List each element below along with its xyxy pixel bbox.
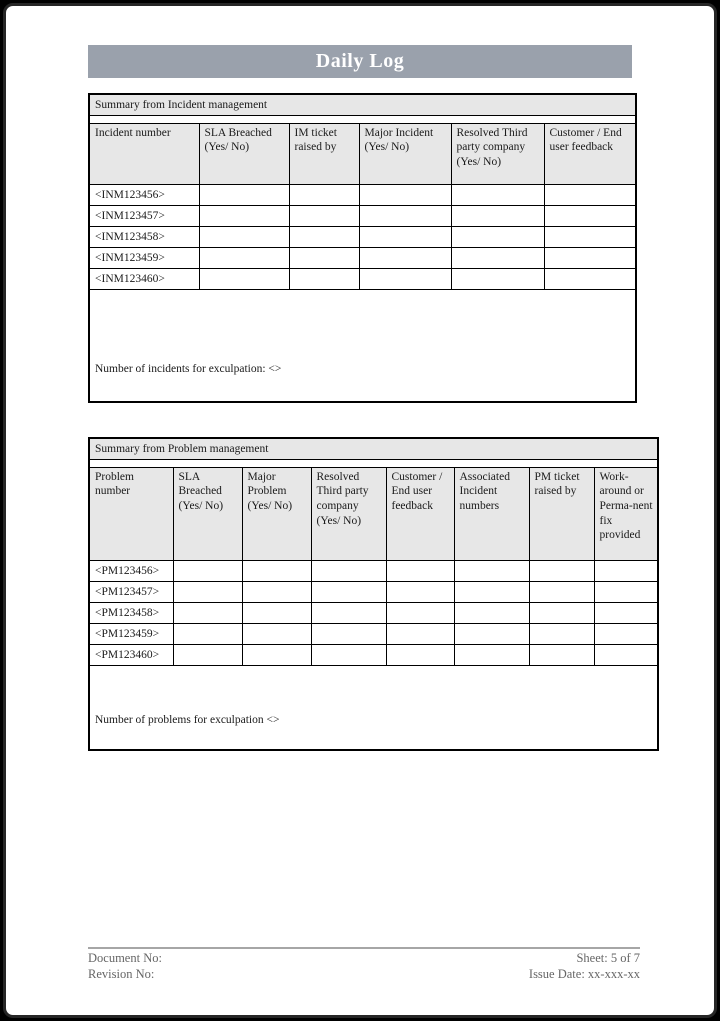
empty-cell <box>594 644 658 665</box>
empty-cell <box>311 602 386 623</box>
empty-cell <box>454 602 529 623</box>
problem-id-cell: <PM123458> <box>89 602 173 623</box>
issue-date-label: Issue Date: xx-xxx-xx <box>528 966 640 981</box>
empty-cell <box>454 560 529 581</box>
incident-id-cell: <INM123457> <box>89 205 199 226</box>
document-title-bar <box>88 45 632 78</box>
empty-cell <box>199 226 289 247</box>
document-no-label: Document No: <box>88 951 162 965</box>
empty-cell <box>544 205 636 226</box>
empty-cell <box>311 581 386 602</box>
empty-cell <box>386 581 454 602</box>
empty-cell <box>359 247 451 268</box>
empty-cell <box>289 205 359 226</box>
column-header-customer-feedback: Customer / End user feedback <box>544 123 636 184</box>
incident-exculpation-note: Number of incidents for exculpation: <> <box>89 289 636 402</box>
table-row <box>89 268 636 289</box>
empty-cell <box>242 602 311 623</box>
empty-cell <box>242 560 311 581</box>
empty-cell <box>529 560 594 581</box>
empty-cell <box>199 247 289 268</box>
empty-cell <box>311 644 386 665</box>
problem-table <box>88 437 659 751</box>
empty-cell <box>386 560 454 581</box>
revision-no-label: Revision No: <box>88 966 155 981</box>
empty-cell <box>451 247 544 268</box>
column-header-customer-feedback: Customer / End user feedback <box>386 467 454 560</box>
column-header-associated-incidents: Associated Incident numbers <box>454 467 529 560</box>
empty-cell <box>173 560 242 581</box>
footer-divider <box>88 947 640 949</box>
empty-cell <box>199 184 289 205</box>
empty-cell <box>594 623 658 644</box>
incident-section-title: Summary from Incident management <box>89 94 636 115</box>
empty-cell <box>311 623 386 644</box>
problem-id-cell: <PM123460> <box>89 644 173 665</box>
empty-cell <box>289 247 359 268</box>
column-header-resolved-third-party: Resolved Third party company (Yes/ No) <box>311 467 386 560</box>
empty-cell <box>529 602 594 623</box>
problem-id-cell: <PM123459> <box>89 623 173 644</box>
empty-cell <box>289 268 359 289</box>
table-row <box>89 644 658 665</box>
table-row <box>89 560 658 581</box>
document-page <box>3 3 717 1018</box>
incident-id-cell: <INM123456> <box>89 184 199 205</box>
table-row <box>89 623 658 644</box>
incident-id-cell: <INM123458> <box>89 226 199 247</box>
empty-cell <box>451 184 544 205</box>
empty-cell <box>544 226 636 247</box>
empty-cell <box>544 268 636 289</box>
empty-cell <box>386 602 454 623</box>
column-header-im-ticket: IM ticket raised by <box>289 123 359 184</box>
column-header-major-problem: Major Problem (Yes/ No) <box>242 467 311 560</box>
column-header-sla-breached: SLA Breached (Yes/ No) <box>199 123 289 184</box>
empty-cell <box>544 247 636 268</box>
column-header-major-incident: Major Incident (Yes/ No) <box>359 123 451 184</box>
table-row <box>89 184 636 205</box>
empty-cell <box>544 184 636 205</box>
table-row <box>89 247 636 268</box>
problem-id-cell: <PM123456> <box>89 560 173 581</box>
empty-cell <box>529 623 594 644</box>
empty-cell <box>594 560 658 581</box>
table-row <box>89 205 636 226</box>
empty-cell <box>454 623 529 644</box>
table-row <box>89 602 658 623</box>
incident-id-cell: <INM123459> <box>89 247 199 268</box>
empty-cell <box>173 602 242 623</box>
empty-cell <box>451 226 544 247</box>
empty-cell <box>454 581 529 602</box>
problem-id-cell: <PM123457> <box>89 581 173 602</box>
empty-cell <box>454 644 529 665</box>
spacer-cell <box>89 459 658 467</box>
page-footer <box>88 951 640 982</box>
column-header-workaround: Work-around or Perma-nent fix provided <box>594 467 658 560</box>
column-header-incident-number: Incident number <box>89 123 199 184</box>
empty-cell <box>199 268 289 289</box>
column-header-sla-breached: SLA Breached (Yes/ No) <box>173 467 242 560</box>
empty-cell <box>359 184 451 205</box>
empty-cell <box>594 602 658 623</box>
empty-cell <box>386 644 454 665</box>
column-header-pm-ticket: PM ticket raised by <box>529 467 594 560</box>
empty-cell <box>242 581 311 602</box>
problem-section-title: Summary from Problem management <box>89 438 658 459</box>
column-header-resolved-third-party: Resolved Third party company (Yes/ No) <box>451 123 544 184</box>
empty-cell <box>359 268 451 289</box>
empty-cell <box>173 623 242 644</box>
problem-exculpation-note: Number of problems for exculpation <> <box>89 665 658 750</box>
sheet-label: Sheet: 5 of 7 <box>576 951 640 965</box>
incident-id-cell: <INM123460> <box>89 268 199 289</box>
empty-cell <box>289 184 359 205</box>
empty-cell <box>311 560 386 581</box>
empty-cell <box>242 644 311 665</box>
table-row <box>89 226 636 247</box>
empty-cell <box>451 268 544 289</box>
spacer-cell <box>89 115 636 123</box>
table-row <box>89 581 658 602</box>
page-title: Daily Log <box>315 50 405 72</box>
empty-cell <box>359 226 451 247</box>
incident-table <box>88 93 637 403</box>
empty-cell <box>242 623 311 644</box>
empty-cell <box>173 581 242 602</box>
empty-cell <box>289 226 359 247</box>
empty-cell <box>173 644 242 665</box>
empty-cell <box>451 205 544 226</box>
empty-cell <box>199 205 289 226</box>
empty-cell <box>386 623 454 644</box>
empty-cell <box>529 644 594 665</box>
empty-cell <box>594 581 658 602</box>
empty-cell <box>529 581 594 602</box>
empty-cell <box>359 205 451 226</box>
column-header-problem-number: Problem number <box>89 467 173 560</box>
